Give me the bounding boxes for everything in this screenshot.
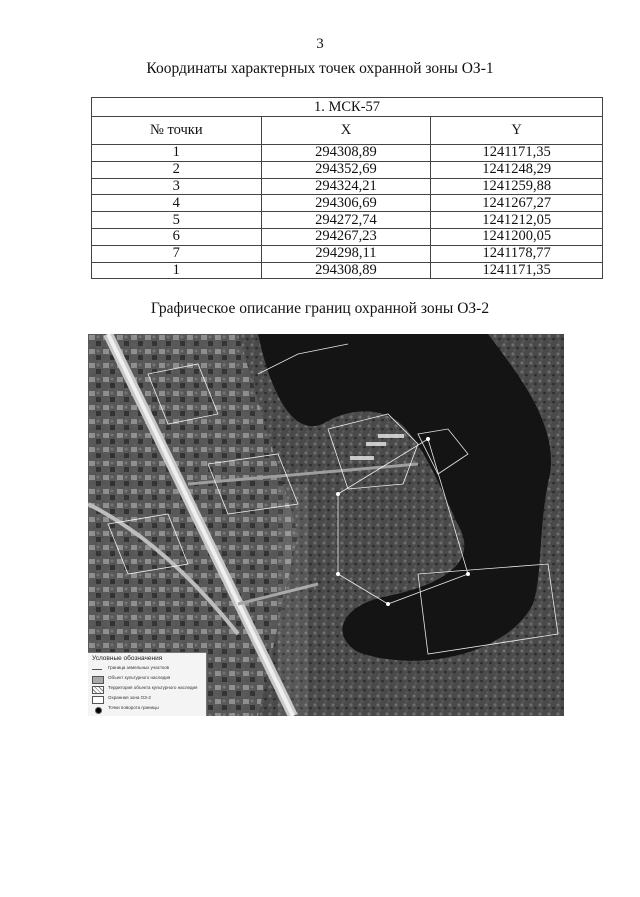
- table-row: [92, 262, 603, 279]
- x-cell: 294306,69: [261, 195, 431, 212]
- y-cell: 1241200,05: [431, 228, 603, 245]
- x-cell: 294267,23: [261, 228, 431, 245]
- white-swatch-icon: [92, 696, 104, 704]
- legend-item: [92, 675, 204, 685]
- hatch-swatch-icon: [92, 686, 104, 694]
- point-cell: 7: [92, 245, 262, 262]
- point-cell: 4: [92, 195, 262, 212]
- y-cell: 1241171,35: [431, 145, 603, 162]
- x-cell: 294308,89: [261, 262, 431, 279]
- column-header-x: X: [261, 117, 431, 145]
- map-title: Графическое описание границ охранной зоны ОЗ-2: [150, 300, 490, 317]
- table-row: [92, 161, 603, 178]
- point-cell: 2: [92, 161, 262, 178]
- table-row: [92, 212, 603, 229]
- y-cell: 1241171,35: [431, 262, 603, 279]
- black-dot-icon: [95, 707, 102, 714]
- y-cell: 1241267,27: [431, 195, 603, 212]
- point-cell: 3: [92, 178, 262, 195]
- y-cell: 1241178,77: [431, 245, 603, 262]
- column-header-y: Y: [431, 117, 603, 145]
- table-row: [92, 195, 603, 212]
- coordinates-table: [91, 97, 603, 279]
- aerial-map: [88, 334, 564, 716]
- line-swatch-icon: [92, 669, 102, 670]
- x-cell: 294324,21: [261, 178, 431, 195]
- point-cell: 1: [92, 145, 262, 162]
- legend-item-text: Граница земельных участков: [108, 665, 169, 670]
- legend-item: [92, 685, 204, 695]
- point-cell: 1: [92, 262, 262, 279]
- gray-swatch-icon: [92, 676, 104, 684]
- legend-item-text: Точки поворота границы: [108, 705, 159, 710]
- y-cell: 1241259,88: [431, 178, 603, 195]
- x-cell: 294352,69: [261, 161, 431, 178]
- legend-item-text: Охранная зона ОЗ-2: [108, 695, 151, 700]
- legend-item: [92, 705, 204, 715]
- y-cell: 1241212,05: [431, 212, 603, 229]
- coordinate-system: 1. МСК-57: [92, 98, 603, 117]
- x-cell: 294272,74: [261, 212, 431, 229]
- column-header-point: № точки: [92, 117, 262, 145]
- map-legend: [88, 652, 207, 716]
- table-row: [92, 145, 603, 162]
- table-row: [92, 228, 603, 245]
- table-row: [92, 178, 603, 195]
- x-cell: 294308,89: [261, 145, 431, 162]
- table-title: Координаты характерных точек охранной зоны ОЗ-1: [146, 60, 494, 77]
- point-cell: 6: [92, 228, 262, 245]
- x-cell: 294298,11: [261, 245, 431, 262]
- legend-title: Условные обозначения: [92, 655, 163, 662]
- page-number: 3: [316, 36, 324, 52]
- point-cell: 5: [92, 212, 262, 229]
- legend-item: [92, 665, 204, 675]
- legend-item-text: Территория объекта культурного наследия: [108, 685, 198, 690]
- legend-item: [92, 695, 204, 705]
- y-cell: 1241248,29: [431, 161, 603, 178]
- legend-item-text: Объект культурного наследия: [108, 675, 171, 680]
- table-row: [92, 245, 603, 262]
